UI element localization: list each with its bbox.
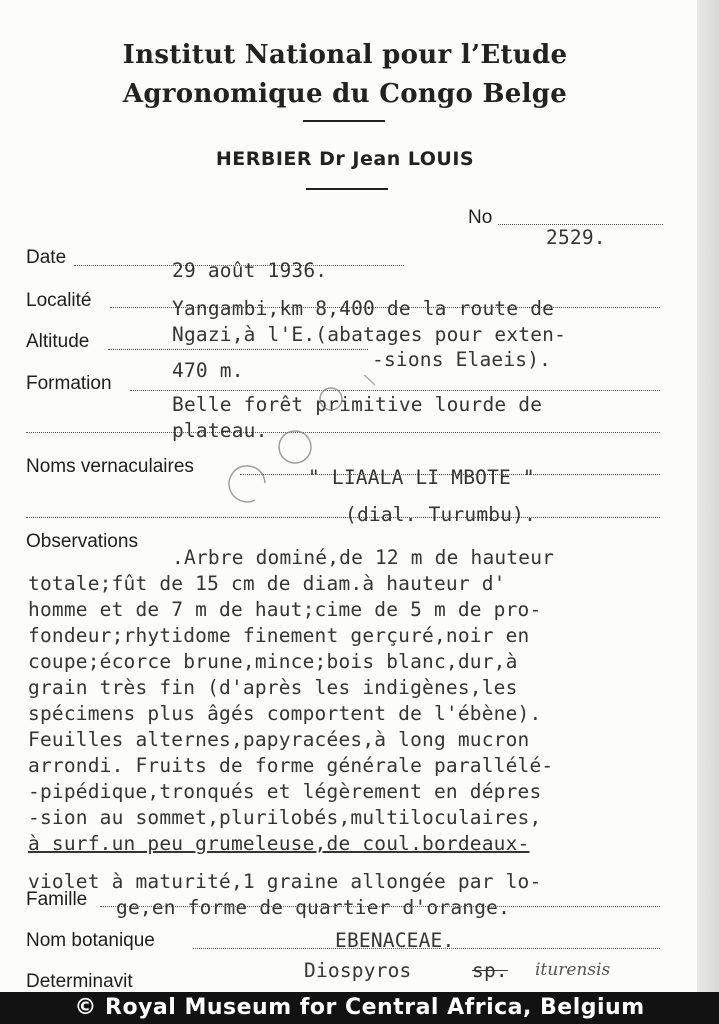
observations-line-5: coupe;écorce brune,mince;bois blanc,dur,à <box>28 650 518 673</box>
observations-line-8: Feuilles alternes,papyracées,à long mucron <box>28 728 530 751</box>
noms-vernaculaires-line-1: " LIAALA LI MBOTE " <box>308 466 535 489</box>
date-label: Date <box>26 247 67 268</box>
noms-vernaculaires-line-2: (dial. Turumbu). <box>345 503 537 526</box>
famille-value: EBENACEAE. <box>335 929 455 952</box>
formation-line-2: plateau. <box>172 419 268 442</box>
famille-dots <box>100 906 660 907</box>
faint-stamp <box>225 375 375 515</box>
altitude-label: Altitude <box>26 331 90 352</box>
institute-title-line1: Institut National pour l’Etude <box>122 40 568 70</box>
localite-line-2: Ngazi,à l'E.(abatages pour exten- <box>172 323 567 346</box>
species-handwritten: iturensis <box>535 960 611 980</box>
header-rule-2 <box>306 188 388 190</box>
institute-title-line2: Agronomique du Congo Belge <box>122 79 568 109</box>
observations-line-2: totale;fût de 15 cm de diam.à hauteur d' <box>28 572 506 595</box>
nom-botanique-label: Nom botanique <box>26 930 155 951</box>
observations-line-4: fondeur;rhytidome finement gerçuré,noir en <box>28 624 530 647</box>
number-value: 2529. <box>546 226 606 249</box>
noms-vernaculaires-label: Noms vernaculaires <box>26 456 194 477</box>
formation-dots-1 <box>130 390 660 391</box>
observations-line-13: violet à maturité,1 graine allongée par lo- <box>28 870 542 893</box>
determinavit-label: Determinavit <box>26 971 133 992</box>
genus-value: Diospyros <box>304 959 412 982</box>
paper-edge <box>697 0 719 992</box>
observations-line-14: ge,en forme de quartier d'orange. <box>116 896 511 919</box>
observations-line-12: à surf.un peu grumeleuse,de coul.bordeaux- <box>28 832 530 855</box>
localite-label: Localité <box>26 290 92 311</box>
header-rule-1 <box>303 120 385 122</box>
number-dots <box>498 224 663 225</box>
formation-label: Formation <box>26 373 112 394</box>
observations-line-7: spécimens plus âgés comportent de l'ébène). <box>28 702 542 725</box>
herbarium-title: HERBIER Dr Jean LOUIS <box>215 148 475 170</box>
date-value: 29 août 1936. <box>172 259 328 282</box>
observations-line-1: .Arbre dominé,de 12 m de hauteur <box>172 546 555 569</box>
noms-dots-2 <box>26 517 660 518</box>
altitude-value: 470 m. <box>172 359 244 382</box>
species-struck: sp. <box>472 959 508 982</box>
number-label: No <box>468 207 493 228</box>
observations-line-9: arrondi. Fruits de forme générale parallélé- <box>28 754 554 777</box>
observations-line-6: grain très fin (d'après les indigènes,les <box>28 676 518 699</box>
localite-line-3: -sions Elaeis). <box>372 348 552 371</box>
altitude-dots <box>108 349 368 350</box>
localite-line-1: Yangambi,km 8,400 de la route de <box>172 297 555 320</box>
formation-line-1: Belle forêt primitive lourde de <box>172 393 543 416</box>
observations-line-10: -pipédique,tronqués et légèrement en dépres <box>28 780 542 803</box>
famille-label: Famille <box>26 889 88 910</box>
observations-line-11: -sion au sommet,plurilobés,multiloculaires, <box>28 806 542 829</box>
copyright-footer: © Royal Museum for Central Africa, Belgium <box>0 992 719 1024</box>
observations-label: Observations <box>26 531 138 552</box>
observations-line-3: homme et de 7 m de haut;cime de 5 m de pro- <box>28 598 542 621</box>
